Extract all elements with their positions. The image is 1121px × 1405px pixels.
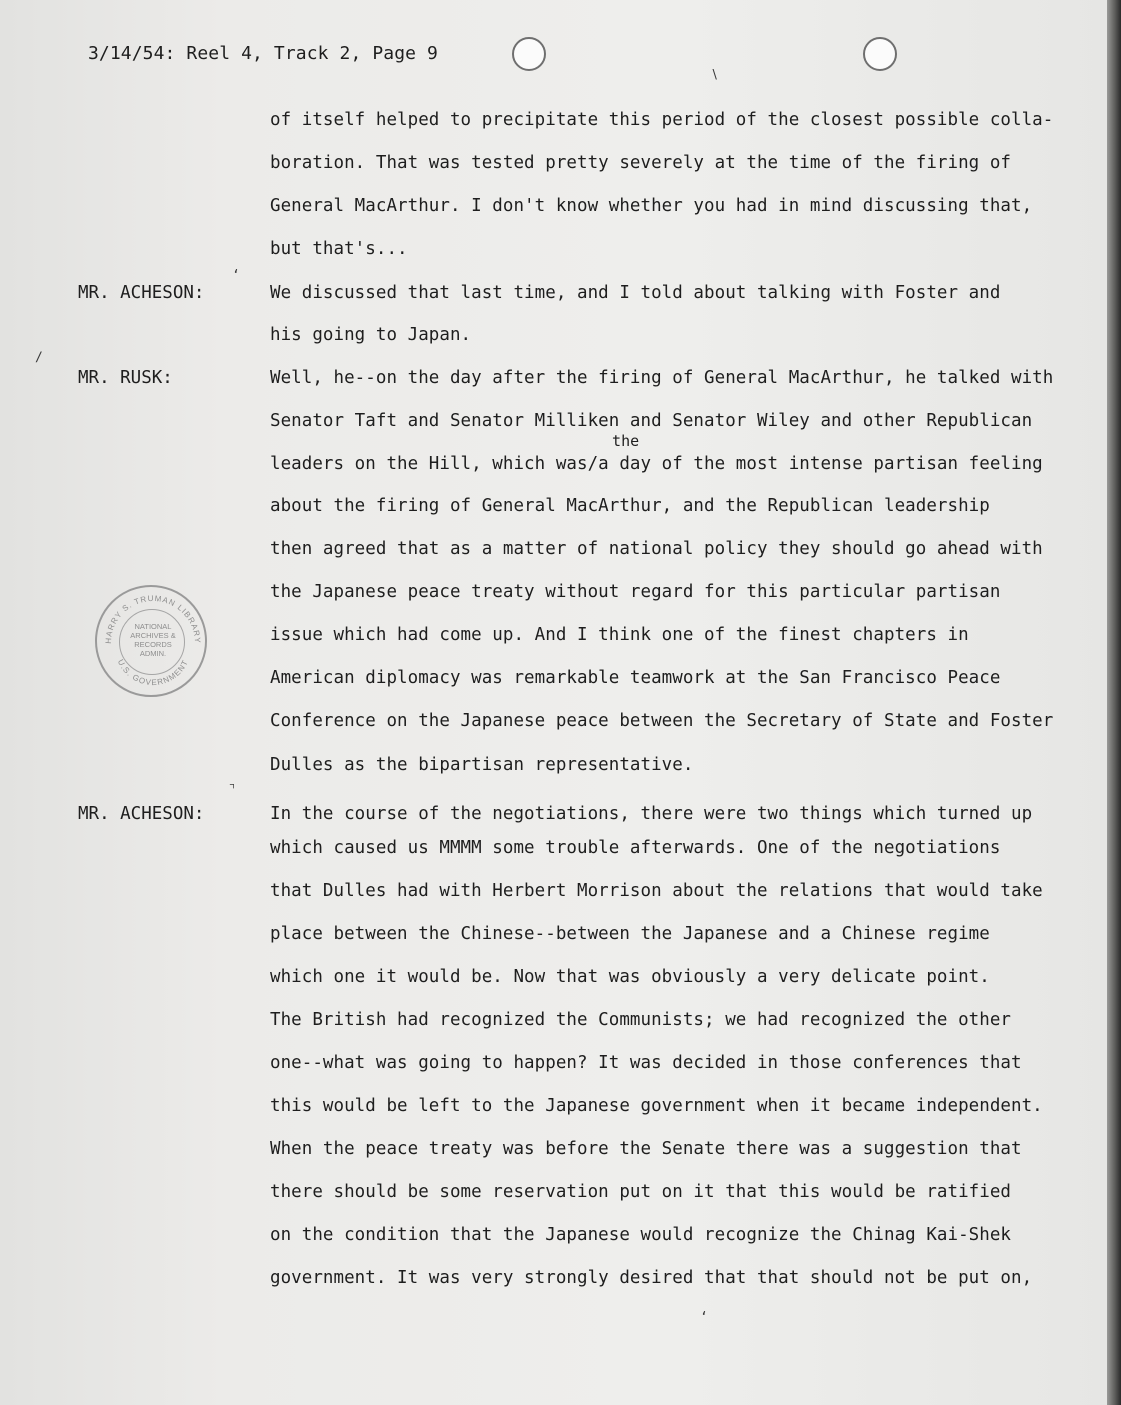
text-line: The British had recognized the Communists; we had recognized the other [270, 1010, 1012, 1030]
text-line: place between the Chinese--between the Japanese and a Chinese regime [270, 924, 990, 944]
text-line: which one it would be. Now that was obviously a very delicate point. [270, 967, 990, 987]
text-line: General MacArthur. I don't know whether you had in mind discussing that, [270, 196, 1033, 216]
text-line: American diplomacy was remarkable teamwork at the San Francisco Peace [270, 668, 1001, 688]
stamp-center-line: RECORDS [134, 640, 172, 649]
stamp-center-line: ARCHIVES & [130, 631, 176, 640]
handwritten-insertion: the [612, 432, 640, 450]
pencil-mark: ⌝ [228, 782, 236, 797]
stamp-ring-bottom: U.S. GOVERNMENT [115, 658, 191, 688]
speaker-label-acheson: MR. ACHESON: [78, 283, 205, 303]
punch-hole-right [863, 37, 897, 71]
text-line: the Japanese peace treaty without regard for this particular partisan [270, 582, 1001, 602]
pencil-mark: ‘ [700, 1310, 708, 1325]
text-line: of itself helped to precipitate this period of the closest possible colla- [270, 110, 1054, 130]
page-header: 3/14/54: Reel 4, Track 2, Page 9 [88, 43, 438, 64]
punch-hole-left [512, 37, 546, 71]
text-line: one--what was going to happen? It was decided in those conferences that [270, 1053, 1022, 1073]
text-line: then agreed that as a matter of national policy they should go ahead with [270, 539, 1043, 559]
pencil-mark: ‘ [232, 268, 240, 283]
text-line: leaders on the Hill, which was/a day of the most intense partisan feeling [270, 454, 1043, 474]
text-line: Senator Taft and Senator Milliken and Senator Wiley and other Republican [270, 411, 1033, 431]
text-line: We discussed that last time, and I told about talking with Foster and [270, 283, 1001, 303]
pencil-mark: ∕ [35, 350, 43, 365]
text-line: that Dulles had with Herbert Morrison about the relations that would take [270, 881, 1043, 901]
text-line: Dulles as the bipartisan representative. [270, 755, 694, 775]
text-line: but that's... [270, 239, 408, 259]
text-line: there should be some reservation put on it that this would be ratified [270, 1182, 1012, 1202]
speaker-label-rusk: MR. RUSK: [78, 368, 173, 388]
text-line: government. It was very strongly desired that that should not be put on, [270, 1268, 1033, 1288]
speaker-label-acheson-2: MR. ACHESON: [78, 804, 205, 824]
text-line: issue which had come up. And I think one of the finest chapters in [270, 625, 969, 645]
page-edge-shadow [1107, 0, 1121, 1405]
text-line: on the condition that the Japanese would recognize the Chinag Kai-Shek [270, 1225, 1012, 1245]
stamp-center-line: ADMIN. [139, 649, 167, 658]
text-line: which caused us MMMM some trouble afterwards. One of the negotiations [270, 838, 1001, 858]
stamp-center-line: NATIONAL [134, 622, 172, 631]
library-stamp [95, 585, 207, 697]
text-line: boration. That was tested pretty severely at the time of the firing of [270, 153, 1012, 173]
text-line: his going to Japan. [270, 325, 472, 345]
text-line: this would be left to the Japanese government when it became independent. [270, 1096, 1043, 1116]
stamp-ring-top: HARRY S. TRUMAN LIBRARY [103, 593, 203, 644]
pencil-mark: ∖ [710, 68, 719, 83]
text-line: When the peace treaty was before the Senate there was a suggestion that [270, 1139, 1022, 1159]
text-line: In the course of the negotiations, there were two things which turned up [270, 804, 1033, 824]
text-line: Well, he--on the day after the firing of General MacArthur, he talked with [270, 368, 1054, 388]
text-line: Conference on the Japanese peace between the Secretary of State and Foster [270, 711, 1054, 731]
text-line: about the firing of General MacArthur, and the Republican leadership [270, 496, 990, 516]
